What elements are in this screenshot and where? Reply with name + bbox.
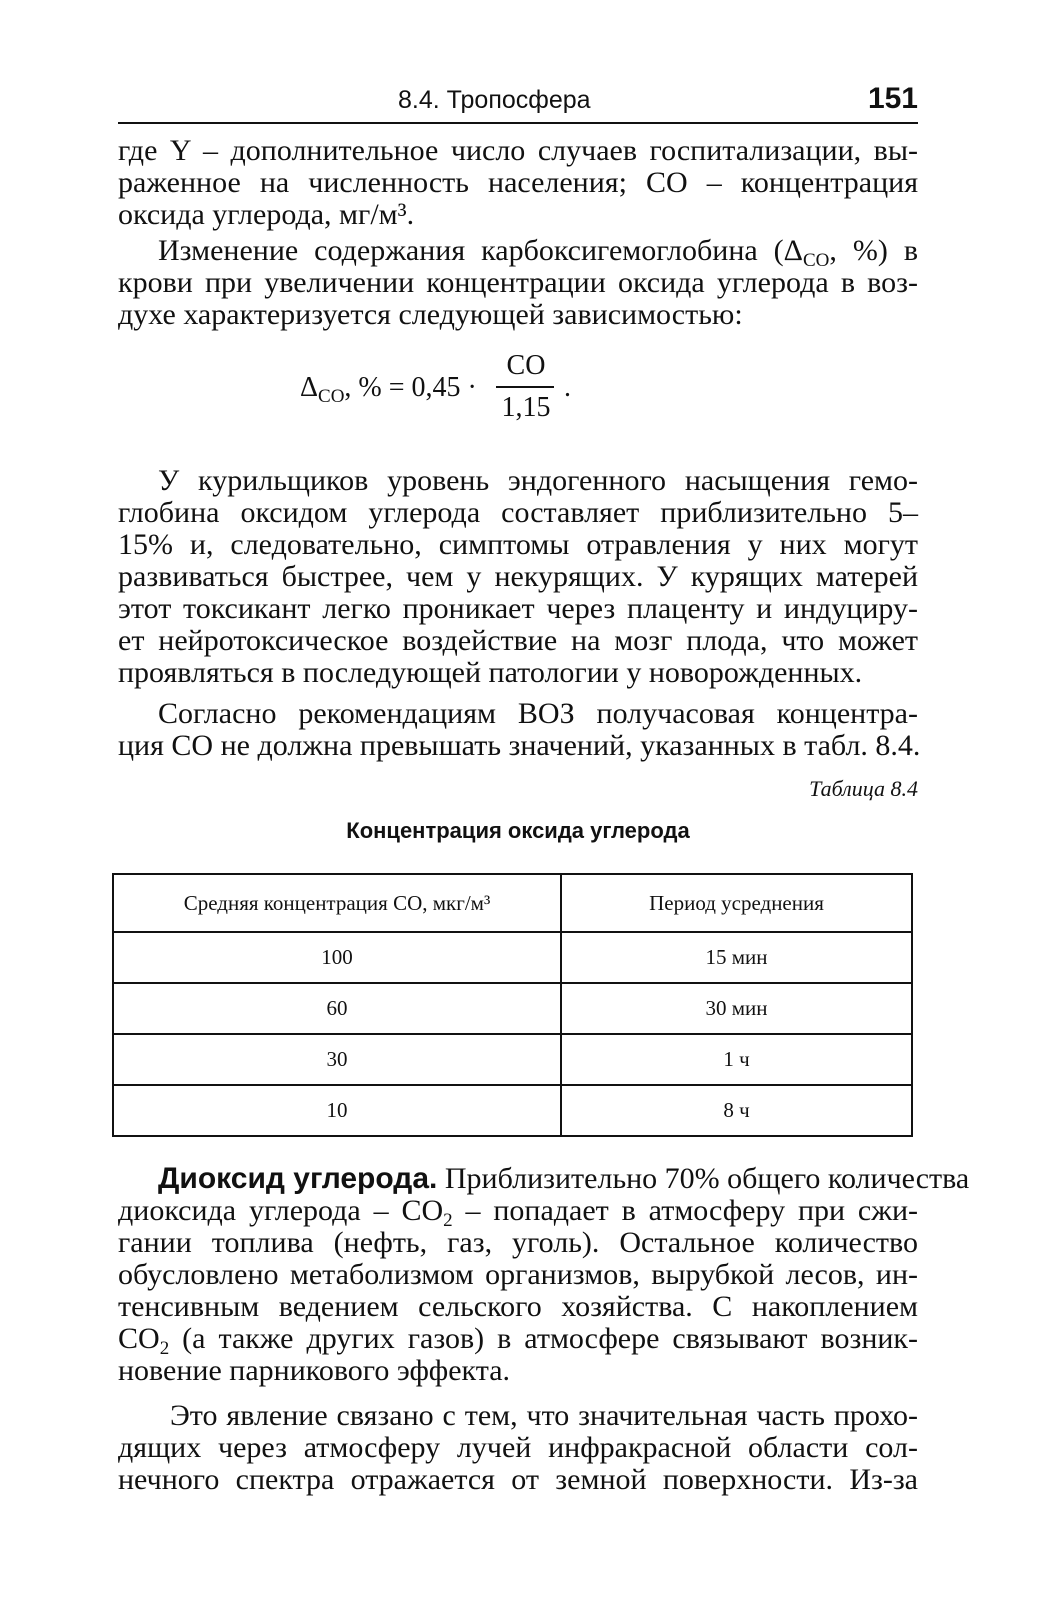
text-fragment: , %) в [829, 234, 918, 267]
table-cell: 15 мин [561, 932, 912, 983]
table-cell: 10 [113, 1085, 561, 1136]
text-line: нечного спектра отражается от земной поверхности. Из-за [118, 1463, 918, 1496]
table-row [113, 1085, 912, 1136]
subscript: 2 [159, 1338, 170, 1359]
text-line: дящих через атмосферу лучей инфракрасной области сол- [118, 1431, 918, 1464]
formula-text: , % = 0,45 · [344, 372, 477, 403]
table-cell: 1 ч [561, 1034, 912, 1085]
table-cell: 100 [113, 932, 561, 983]
table-row [113, 932, 912, 983]
text-line: оксида углерода, мг/м³. [118, 198, 415, 231]
formula [300, 350, 620, 430]
subscript: 2 [443, 1210, 453, 1231]
table-label: Таблица 8.4 [809, 776, 918, 801]
concentration-table [112, 873, 913, 1137]
table-row [113, 1034, 912, 1085]
table-cell: 30 [113, 1034, 561, 1085]
text-line: У курильщиков уровень эндогенного насыщения гемо- [158, 464, 918, 497]
running-title: 8.4. Тропосфера [398, 86, 591, 114]
text-line [118, 1162, 970, 1195]
text-line: обусловлено метаболизмом организмов, вырубкой лесов, ин- [118, 1258, 918, 1291]
paragraph-definition [118, 135, 918, 231]
text-line: глобина оксидом углерода составляет приблизительно 5– [118, 496, 918, 529]
text-line: тенсивным ведением сельского хозяйства. С накоплением [118, 1290, 918, 1323]
text-fragment: – попадает в атмосферу при сжи- [452, 1194, 918, 1227]
text-line: новение парникового эффекта. [118, 1354, 511, 1387]
table-cell: 30 мин [561, 983, 912, 1034]
text-line [118, 1322, 918, 1359]
table-cell: 60 [113, 983, 561, 1034]
paragraph-greenhouse [118, 1400, 918, 1496]
text-line: ет нейротоксическое воздействие на мозг плода, что может [118, 624, 918, 657]
text-line: гании топлива (нефть, газ, уголь). Остальное количество [118, 1226, 918, 1259]
table-header-row [113, 874, 912, 932]
column-header: Период усреднения [561, 874, 912, 932]
delta-symbol: Δ [300, 372, 319, 403]
text-fragment: (а также других газов) в атмосфере связывают возник- [169, 1322, 918, 1355]
text-line [118, 234, 918, 271]
subscript: CO [802, 250, 830, 271]
text-line: раженное на численность населения; CO – концентрация [118, 166, 918, 199]
text-line: 15% и, следовательно, симптомы отравления у них могут [118, 528, 918, 561]
text-line: крови при увеличении концентрации оксида углерода в воз- [118, 266, 918, 299]
text-fragment: CO [118, 1322, 160, 1355]
fraction-bar [496, 386, 554, 388]
formula-lhs [300, 372, 477, 407]
text-line: ция CO не должна превышать значений, указанных в табл. 8.4. [118, 729, 921, 762]
paragraph-carboxyhemoglobin [118, 235, 918, 331]
text-line: этот токсикант легко проникает через плаценту и индуциру- [118, 592, 918, 625]
table-title: Концентрация оксида углерода [346, 818, 690, 843]
text-line: духе характеризуется следующей зависимостью: [118, 298, 743, 331]
text-line: развиваться быстрее, чем у некурящих. У курящих матерей [118, 560, 918, 593]
paragraph-smokers [118, 465, 918, 689]
table-row [113, 983, 912, 1034]
text-line [118, 1194, 918, 1231]
column-header: Средняя концентрация CO, мкг/м³ [113, 874, 561, 932]
text-line: где Y – дополнительное число случаев госпитализации, вы- [118, 134, 918, 167]
formula-denominator: 1,15 [501, 392, 551, 423]
page-number: 151 [867, 82, 918, 115]
run-in-heading: Диоксид углерода. [158, 1162, 438, 1195]
text-line: проявляться в последующей патологии у новорожденных. [118, 656, 863, 689]
text-line: Это явление связано с тем, что значительная часть прохо- [170, 1399, 918, 1432]
paragraph-carbon-dioxide [118, 1162, 970, 1387]
text-fragment: Приблизительно 70% общего количества [437, 1162, 970, 1195]
page-header [118, 78, 918, 124]
text-fragment: диоксида углерода – CO [118, 1194, 444, 1227]
text-line: Согласно рекомендациям ВОЗ получасовая концентра- [158, 697, 918, 730]
table-cell: 8 ч [561, 1085, 912, 1136]
formula-numerator: CO [506, 350, 546, 381]
paragraph-who [118, 697, 921, 762]
formula-period: . [564, 372, 571, 403]
text-fragment: Изменение содержания карбоксигемоглобина (Δ [158, 234, 803, 267]
subscript: CO [318, 386, 345, 407]
